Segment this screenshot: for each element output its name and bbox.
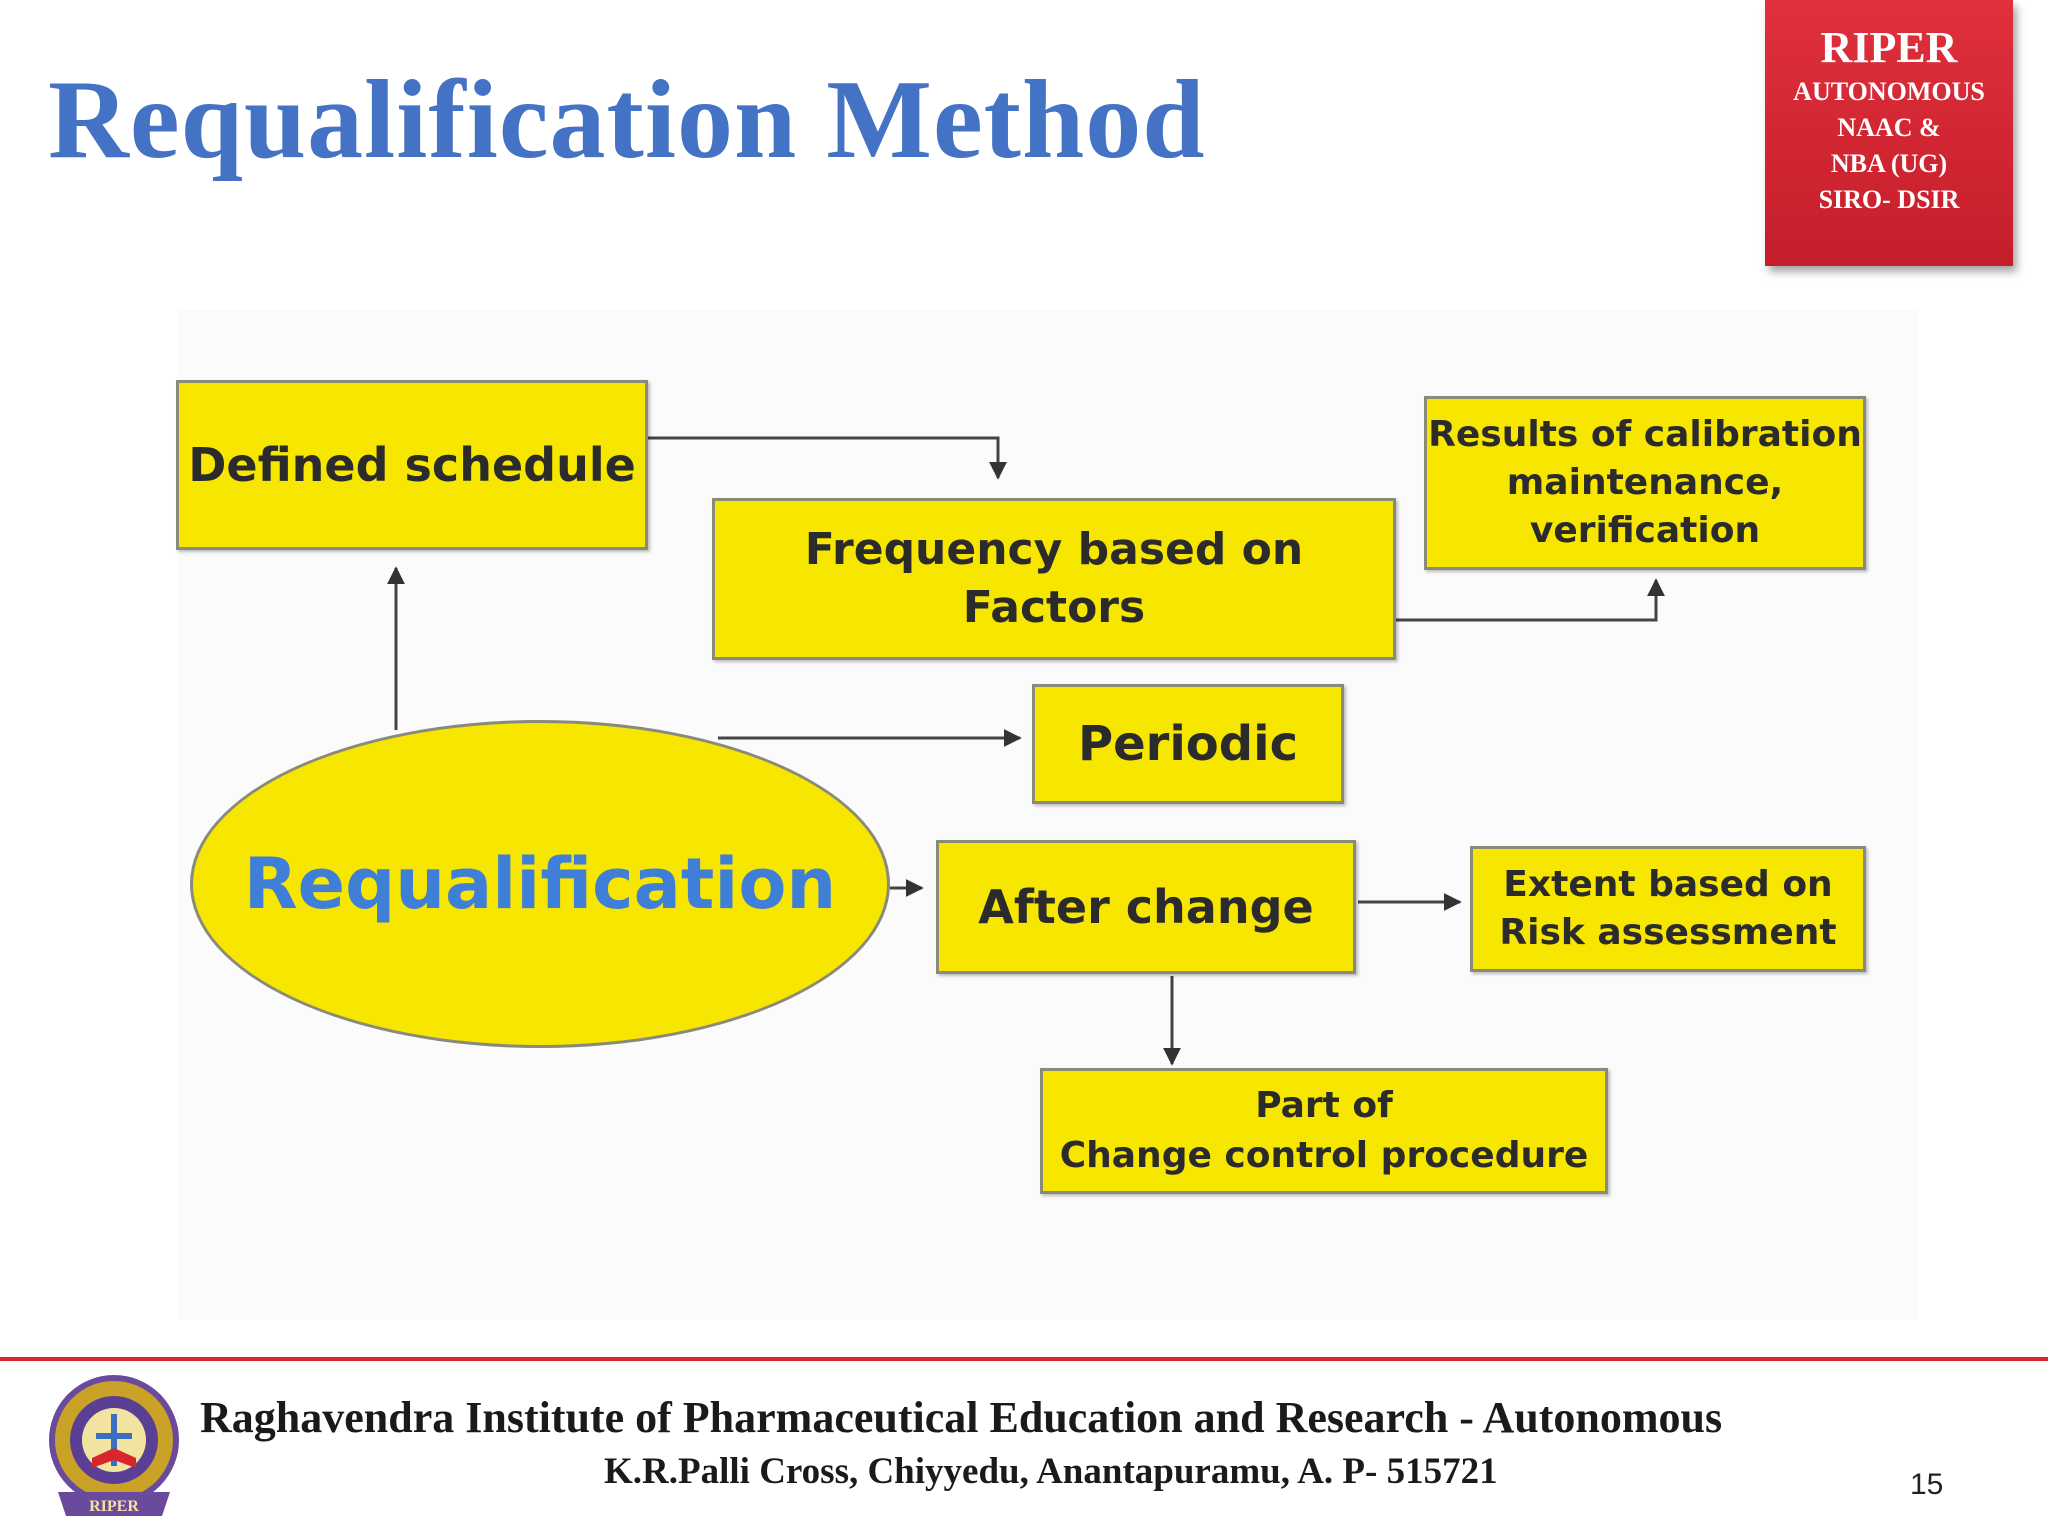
badge-line-3: NAAC & xyxy=(1837,113,1941,142)
part-of-label-line-1: Part of xyxy=(1255,1085,1393,1126)
extent-label-line-2: Risk assessment xyxy=(1499,912,1837,953)
part-of-label-line-2: Change control procedure xyxy=(1059,1135,1589,1176)
defined-schedule-label: Defined schedule xyxy=(188,438,636,492)
badge-line-5: SIRO- DSIR xyxy=(1818,185,1960,214)
badge-line-2: AUTONOMOUS xyxy=(1793,77,1985,106)
after-change-box xyxy=(936,840,1356,974)
arrow-frequency-to-results xyxy=(1396,580,1656,620)
extent-label-line-1: Extent based on xyxy=(1503,864,1833,905)
frequency-label-line-2: Factors xyxy=(962,582,1146,633)
page-number: 15 xyxy=(1910,1468,1944,1501)
after-change-label: After change xyxy=(978,880,1314,934)
requalification-ellipse xyxy=(190,720,890,1048)
periodic-label: Periodic xyxy=(1077,716,1299,772)
svg-text:RIPER: RIPER xyxy=(89,1498,139,1515)
badge-line-1: RIPER xyxy=(1820,23,1958,72)
results-label-line-3: verification xyxy=(1529,510,1761,551)
frequency-label-line-1: Frequency based on xyxy=(804,524,1304,575)
part-of-box xyxy=(1040,1068,1608,1194)
arrow-schedule-to-frequency xyxy=(648,438,998,478)
defined-schedule-box xyxy=(176,380,648,550)
footer-address: K.R.Palli Cross, Chiyyedu, Anantapuramu, A. P- 515721 xyxy=(604,1451,1498,1492)
footer-divider xyxy=(0,1357,2048,1361)
results-label-line-2: maintenance, xyxy=(1506,462,1784,503)
frequency-box xyxy=(712,498,1396,660)
periodic-box xyxy=(1032,684,1344,804)
slide-title: Requalification Method xyxy=(48,58,1206,182)
results-box xyxy=(1424,396,1866,570)
institute-logo-icon xyxy=(44,1374,184,1524)
extent-box xyxy=(1470,846,1866,972)
badge-line-4: NBA (UG) xyxy=(1830,149,1948,178)
footer-institute-name: Raghavendra Institute of Pharmaceutical Education and Research - Autonomous xyxy=(200,1393,1723,1442)
requalification-label: Requalification xyxy=(243,843,837,925)
results-label-line-1: Results of calibration xyxy=(1428,414,1862,455)
